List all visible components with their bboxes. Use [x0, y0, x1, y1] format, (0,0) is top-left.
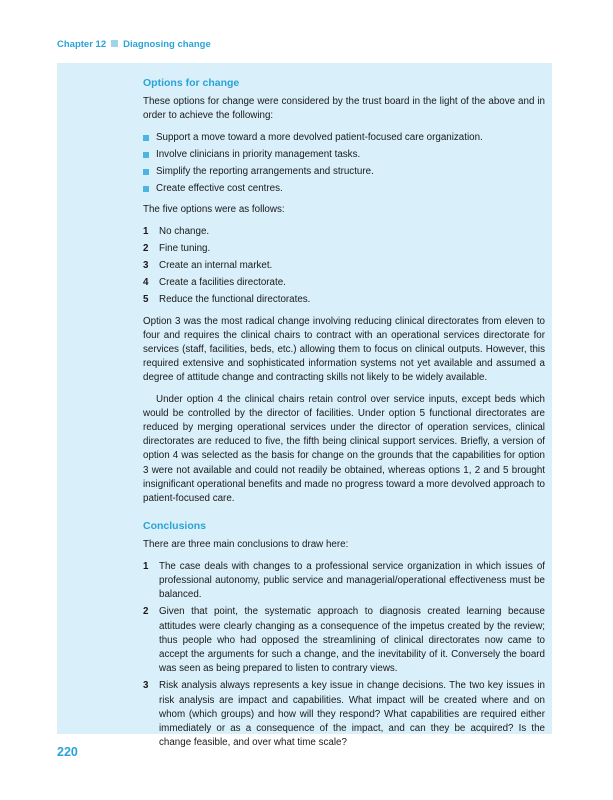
- options-list-intro: The five options were as follows:: [143, 204, 285, 216]
- list-item: 3 Risk analysis always represents a key issue in change decisions. The two key issues in risk analysis are impact and capabilities. What impact will be created where and on whom (which groups) and how will they respond? What capabilities are required either immediately or as a consequence of the impact, and can they be acquired? Is the change feasible, and over what time scale?: [143, 680, 545, 749]
- list-item: 3 Create an internal market.: [143, 260, 273, 272]
- case-study-content: [143, 76, 545, 757]
- conclusions-list: [143, 560, 545, 751]
- running-head: [57, 39, 211, 50]
- list-item: Involve clinicians in priority management tasks.: [143, 148, 545, 162]
- list-item: Create effective cost centres.: [143, 182, 545, 196]
- bullet-square-icon: [143, 135, 149, 141]
- list-item: 5 Reduce the functional directorates.: [143, 294, 311, 306]
- list-item: 1 No change.: [143, 225, 210, 237]
- list-item: Simplify the reporting arrangements and structure.: [143, 165, 545, 179]
- options-paragraph-1: Option 3 was the most radical change involving reducing clinical directorates from eleven to four and requires the clinical chairs to contract with an operational services directorate for services (staff, facilities, beds, etc.) allowing them to focus on clinical outputs. However, this required extensive and sophisticated information systems not yet available and assumed a degree of attitude change and contracting skills not likely to be widely available.: [143, 315, 545, 384]
- bullet-square-icon: [143, 169, 149, 175]
- list-item: Support a move toward a more devolved patient-focused care organization.: [143, 131, 545, 145]
- conclusions-intro: There are three main conclusions to draw here:: [143, 539, 349, 551]
- options-intro: These options for change were considered by the trust board in the light of the above and in order to achieve the following:: [143, 96, 545, 122]
- list-item: 1 The case deals with changes to a professional service organization in which issues of professional autonomy, public service and managerial/operational effectiveness must be balanced.: [143, 560, 545, 601]
- conclusions-heading: Conclusions: [143, 520, 207, 533]
- options-paragraph-2: Under option 4 the clinical chairs retain control over service inputs, except beds which would be controlled by the director of facilities. Under option 5 functional directorates are reduced by merging operational services under the director of operation services, clinical directorates are reduced to five, the fifth being clinical support services. Briefly, a version of option 4 was selected as the basis for change on the grounds that the capabilities for option 3 were not available and could not readily be obtained, whereas options 1, 2 and 5 brought insignificant operational benefits and made no progress toward a more devolved approach to patient-focused care.: [143, 393, 545, 505]
- chapter-label: Chapter 12: [57, 39, 107, 50]
- objectives-list: [143, 131, 545, 197]
- separator-square-icon: [111, 40, 118, 47]
- list-item: 2 Fine tuning.: [143, 242, 211, 254]
- list-item: 4 Create a facilities directorate.: [143, 277, 286, 289]
- options-list: [143, 225, 545, 308]
- options-heading: Options for change: [143, 77, 240, 89]
- list-item: 2 Given that point, the systematic approach to diagnosis created learning because attitudes were clearly changing as a consequence of the impetus created by the review; thus people who had opposed the streamlining of clinical directorates now came to accept the arguments for such a change, and the inevitability of it. Conversely the board was seen as being prepared to listen to contrary views.: [143, 606, 545, 675]
- bullet-square-icon: [143, 152, 149, 158]
- chapter-title: Diagnosing change: [123, 39, 211, 50]
- page-number: 220: [57, 745, 78, 759]
- bullet-square-icon: [143, 186, 149, 192]
